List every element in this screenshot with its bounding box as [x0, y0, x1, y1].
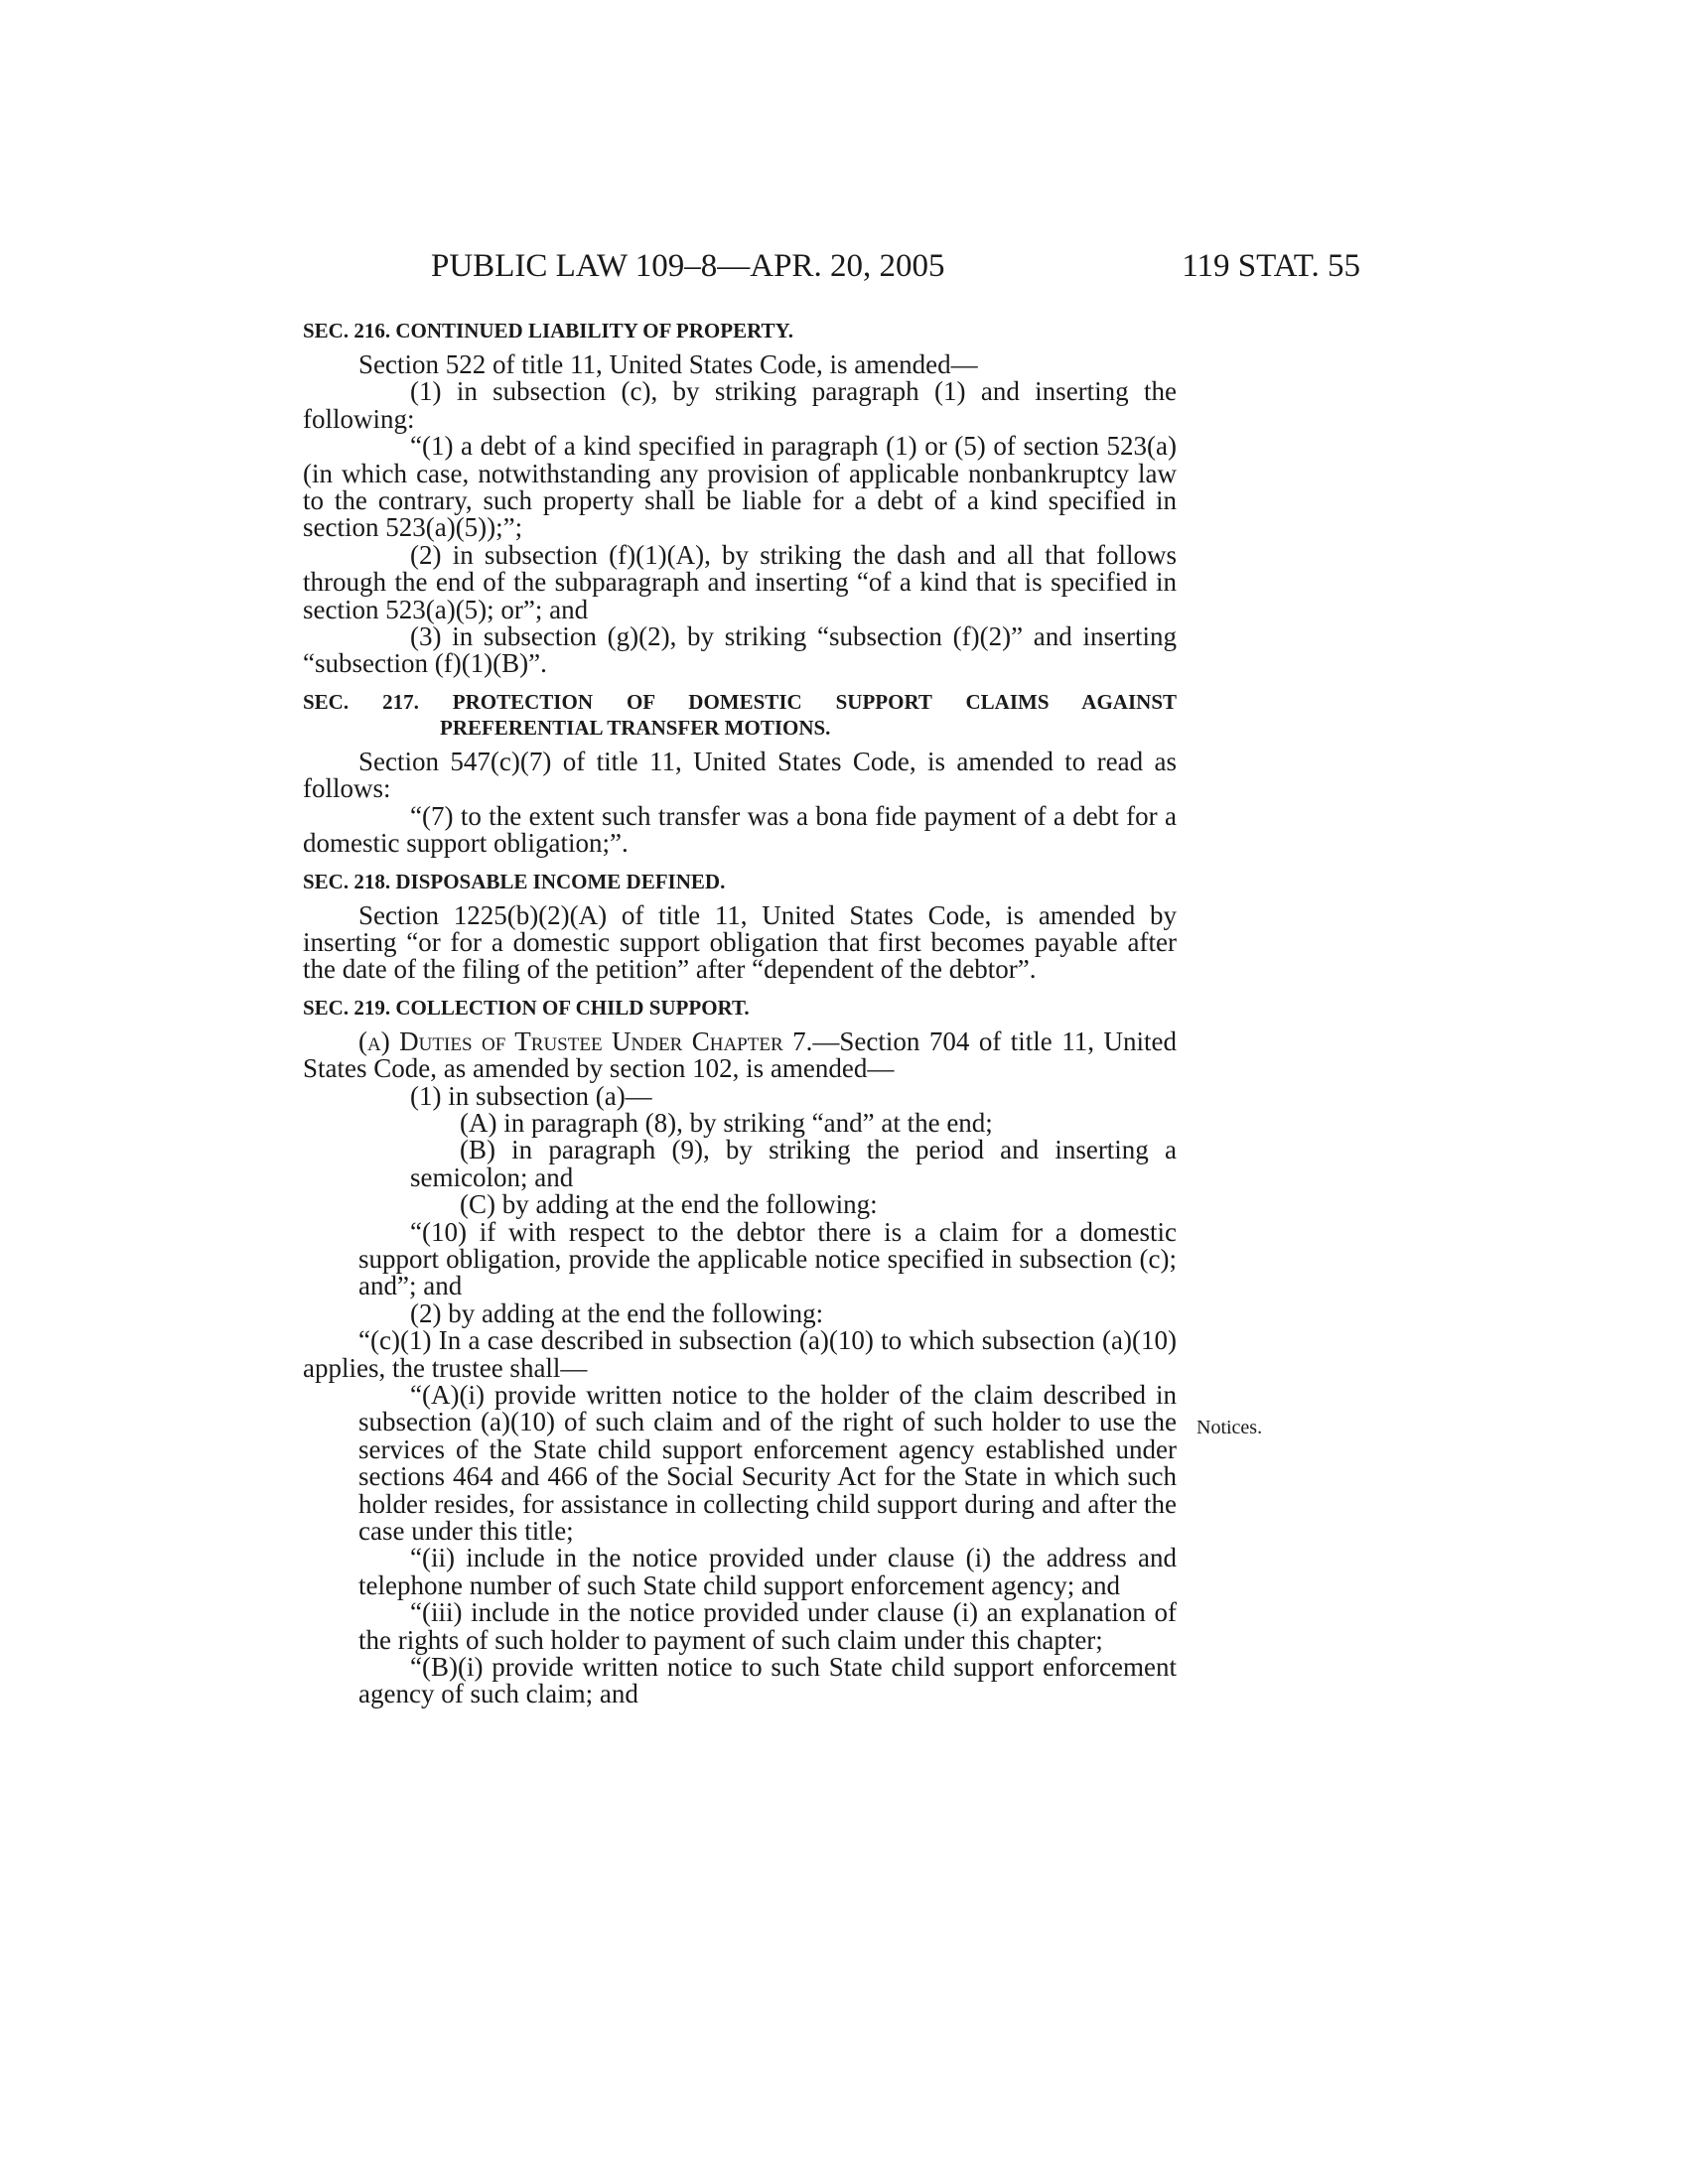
stat-citation: 119 STAT. 55 [1182, 248, 1360, 284]
section-219-p1: (1) in subsection (a)— [410, 1080, 652, 1111]
section-219-a [303, 1025, 1177, 1084]
section-219-q10: “(10) if with respect to the debtor there is a claim for a domestic support obligation, provide the applicable notice specified in subsection (c); and”; and [358, 1216, 1177, 1301]
section-216-quote-1: “(1) a debt of a kind specified in paragraph (1) or (5) of section 523(a) (in which case, notwithstanding any provision of applicable nonbankruptcy law to the contrary, such property shall be liable for a debt of a kind specified in section 523(a)(5));”; [303, 431, 1177, 543]
section-216-item-2: (2) in subsection (f)(1)(A), by striking the dash and all that follows through the end of the subparagraph and inserting “of a kind that is specified in section 523(a)(5); or”; and [303, 539, 1177, 624]
section-219-pA: (A) in paragraph (8), by striking “and” at the end; [460, 1107, 993, 1138]
section-219-heading: SEC. 219. COLLECTION OF CHILD SUPPORT. [303, 995, 750, 1020]
section-216-item-1: (1) in subsection (c), by striking paragraph (1) and inserting the following: [303, 376, 1177, 434]
section-216-item-3: (3) in subsection (g)(2), by striking “subsection (f)(2)” and inserting “subsection (f)(1)(B)”. [303, 621, 1177, 679]
section-218-body: Section 1225(b)(2)(A) of title 11, United States Code, is amended by inserting “or for a domestic support obligation that first becomes payable after the date of the filing of the petition” after “dependent of the debtor”. [303, 899, 1177, 985]
section-216-heading: SEC. 216. CONTINUED LIABILITY OF PROPERTY. [303, 319, 794, 342]
section-219-a-text: —Section 704 of title 11, United States Code, as amended by section 102, is amended— [303, 1025, 1177, 1084]
section-219-p2: (2) by adding at the end the following: [410, 1297, 824, 1328]
section-219-qiii: “(iii) include in the notice provided under clause (i) an explanation of the rights of such holder to payment of such claim under this chapter; [358, 1597, 1177, 1655]
document-body [303, 318, 1177, 1708]
section-219-qAi: “(A)(i) provide written notice to the holder of the claim described in subsection (a)(10) of such claim and of the right of such holder to use the services of the State child support enforcement agency established under sections 464 and 466 of the Social Security Act for the State in which such holder resides, for assistance in collecting child support during and after the case under this title; [358, 1380, 1177, 1547]
page-title: PUBLIC LAW 109–8—APR. 20, 2005 [431, 248, 945, 284]
section-219-pC: (C) by adding at the end the following: [460, 1189, 878, 1220]
section-217-quote: “(7) to the extent such transfer was a bona fide payment of a debt for a domestic support obligation;”. [303, 800, 1177, 859]
section-216-intro: Section 522 of title 11, United States Code, is amended— [358, 349, 978, 379]
section-219-qii: “(ii) include in the notice provided under clause (i) the address and telephone number of such State child support enforcement agency; and [358, 1543, 1177, 1600]
section-217-intro: Section 547(c)(7) of title 11, United States Code, is amended to read as follows: [303, 746, 1177, 804]
section-219-pB: (B) in paragraph (9), by striking the period and inserting a semicolon; and [410, 1135, 1177, 1192]
section-219-qBi: “(B)(i) provide written notice to such State child support enforcement agency of such claim; and [358, 1652, 1177, 1709]
section-219-a-caption: (a) Duties of Trustee Under Chapter 7. [358, 1025, 813, 1056]
section-217-heading-line-2: PREFERENTIAL TRANSFER MOTIONS. [440, 715, 831, 740]
running-head [298, 248, 1360, 292]
section-217-heading-line-1: SEC. 217. PROTECTION OF DOMESTIC SUPPORT CLAIMS AGAINST [303, 689, 1177, 714]
section-217-heading [303, 689, 1177, 741]
section-219-qc1: “(c)(1) In a case described in subsection (a)(10) to which subsection (a)(10) applies, the trustee shall— [303, 1325, 1177, 1383]
margin-note: Notices. [1196, 1417, 1263, 1438]
section-218-heading: SEC. 218. DISPOSABLE INCOME DEFINED. [303, 869, 726, 893]
